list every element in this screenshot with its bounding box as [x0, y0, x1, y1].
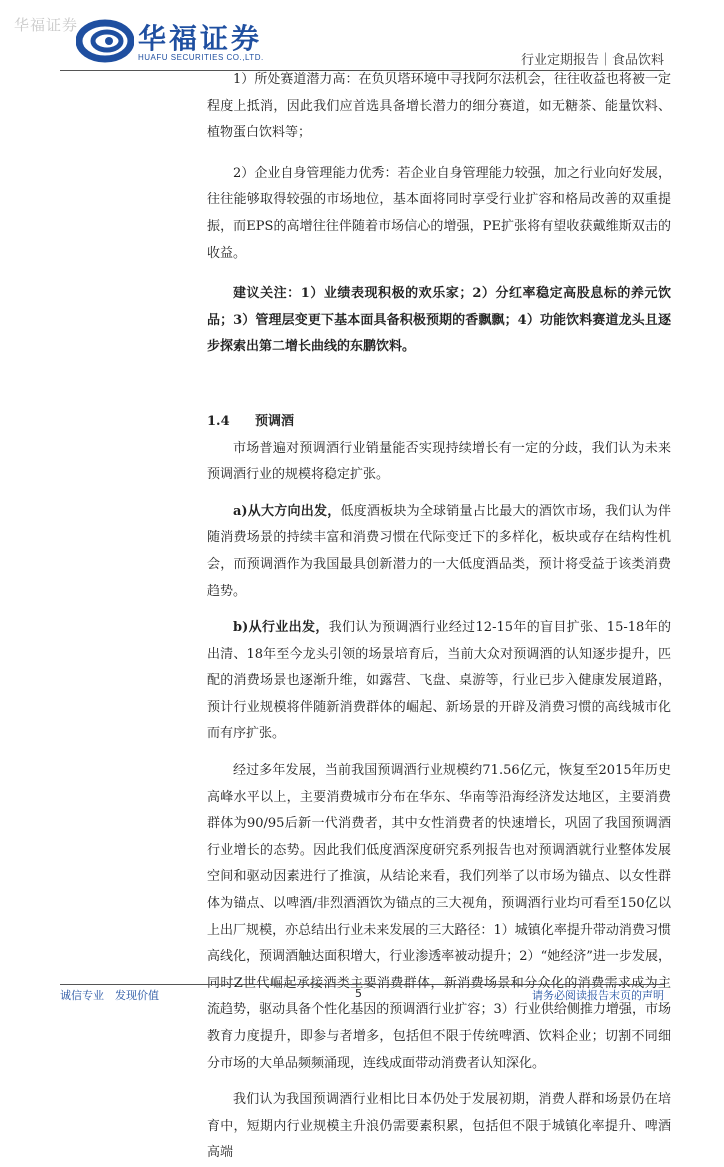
paragraph-track-potential: 1）所处赛道潜力高：在负贝塔环境中寻找阿尔法机会，往往收益也将被一定程度上抵消，因此我们应首选具备增长潜力的细分赛道，如无糖茶、能量饮料、植物蛋白饮料等；	[207, 72, 671, 141]
paragraph-macro-lead: a)从大方向出发，	[233, 503, 341, 519]
paragraph-macro-text: 低度酒板块为全球销量占比最大的酒饮市场，我们认为伴随消费场景的持续丰富和消费习惯在代际变迁下的多样化，板块或存在结构性机会，而预调酒作为我国最具创新潜力的一大低度酒品类，预计将受益于该类消费趋势。	[207, 503, 671, 599]
paragraph-macro-view	[207, 499, 671, 605]
paragraph-management-ability: 2）企业自身管理能力优秀：若企业自身管理能力较强，加之行业向好发展，往往能够取得较强的市场地位，基本面将同时享受行业扩容和格局改善的双重提振，而EPS的高增往往伴随着市场信心的增强，PE扩张将有望收获戴维斯双击的收益。	[207, 165, 671, 261]
paragraph-industry-view	[207, 615, 671, 748]
logo-english-name: HUAFU SECURITIES CO.,LTD.	[138, 53, 264, 62]
section-number: 1.4	[207, 413, 230, 429]
section-title: 预调酒	[255, 413, 295, 429]
page-number: 5	[355, 987, 362, 1000]
paragraph-industry-lead: b)从行业出发，	[233, 620, 329, 636]
company-logo	[76, 15, 276, 71]
paragraph-outlook: 我们认为我国预调酒行业相比日本仍处于发展初期，消费人群和场景仍在培育中，短期内行业规模主升浪仍需要素积累，包括但不限于城镇化率提升、啤酒高端	[207, 1092, 671, 1161]
logo-swirl-icon	[76, 15, 134, 67]
logo-chinese-name: 华福证券	[138, 22, 263, 55]
footer-disclaimer: 请务必阅读报告末页的声明	[532, 989, 664, 1002]
paragraph-intro: 市场普遍对预调酒行业销量能否实现持续增长有一定的分歧，我们认为未来预调酒行业的规模将稳定扩张。	[207, 440, 671, 483]
watermark: 华福证券	[14, 16, 79, 34]
paragraph-market-size: 经过多年发展，当前我国预调酒行业规模约71.56亿元，恢复至2015年历史高峰水平以上，主要消费城市分布在华东、华南等沿海经济发达地区，主要消费群体为90/95后新一代消费者，其中女性消费者的快速增长，巩固了我国预调酒行业增长的态势。因此我们低度酒深度研究系列报告也对预调酒就行业整体发展空间和驱动因素进行了推演，从结论来看，我们列举了以市场为锚点、以女性群体为锚点、以啤酒/非烈酒酒饮为锚点的三大视角，预调酒行业均可看至150亿以上出厂规模，亦总结出行业未来发展的三大路径：1）城镇化率提升带动消费习惯高线化，预调酒触达面积增大，行业渗透率被动提升；2）“她经济”进一步发展，同时Z世代崛起承接酒类主要消费群体，新消费场景和分众化的消费需求成为主流趋势，驱动具备个性化基因的预调酒行业扩容；3）行业供给侧推力增强，市场教育力度提升，即参与者增多，包括但不限于传统啤酒、饮料企业；切割不同细分市场的大单品频频涌现，连线成面带动消费者认知深化。	[207, 763, 671, 1071]
paragraph-industry-text: 我们认为预调酒行业经过12-15年的盲目扩张、15-18年的出清、18年至今龙头引领的场景培育后，当前大众对预调酒的认知逐步提升，匹配的消费场景也逐渐升维，如露营、飞盘、桌游等，行业已步入健康发展道路，预计行业规模将伴随新消费群体的崛起、新场景的开辟及消费习惯的高线城市化而有序扩张。	[207, 620, 671, 742]
report-type: 行业定期报告｜食品饮料	[520, 53, 664, 68]
footer-divider	[60, 984, 664, 985]
section-heading	[207, 409, 671, 436]
paragraph-recommendation: 建议关注：1）业绩表现积极的欢乐家；2）分红率稳定高股息标的养元饮品；3）管理层变更下基本面具备积极预期的香飘飘；4）功能饮料赛道龙头且逐步探索出第二增长曲线的东鹏饮料。	[207, 286, 671, 355]
footer-slogan: 诚信专业 发现价值	[60, 989, 159, 1002]
